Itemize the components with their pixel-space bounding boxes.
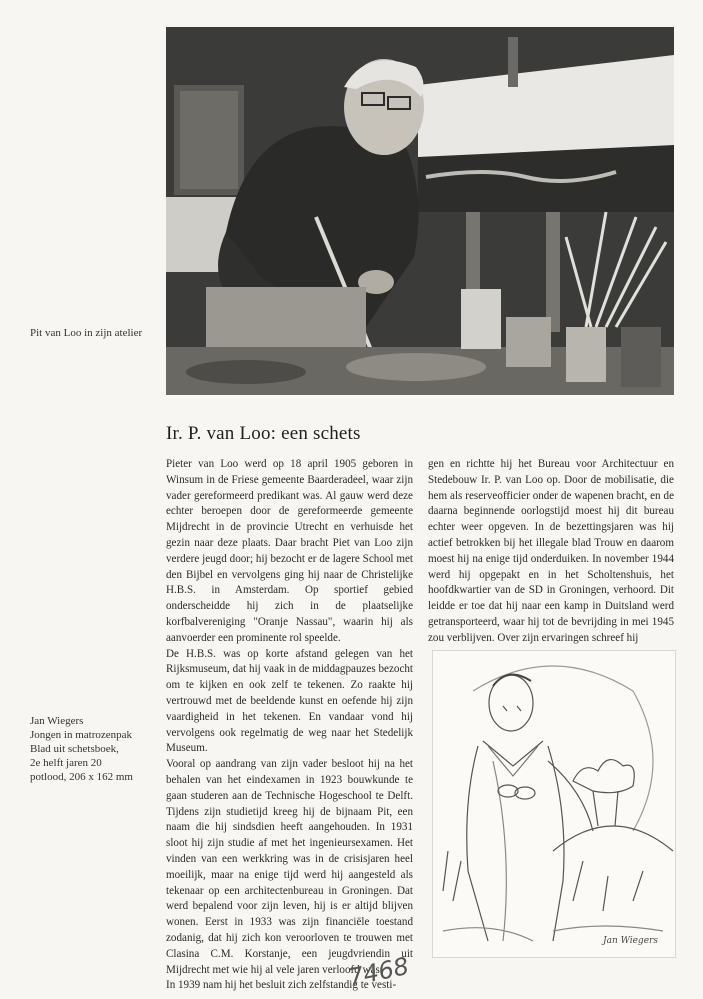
body-paragraph: De H.B.S. was op korte afstand gelegen van het Rijksmuseum, dat hij vaak in de middagpauzes bezocht om te kijken en ook zelf te tekenen. Zo raakte hij vertrouwd met de beeldende kunst en oefende hij zijn vaardigheid in het tekenen. En vandaar vond hij vervolgens ook regelmatig de weg naar het Stedelijk Museum. <box>166 647 413 755</box>
svg-text:Jan Wiegers: Jan Wiegers <box>603 936 658 946</box>
sketch-caption-line: Jongen in matrozenpak <box>30 729 133 741</box>
sketch-caption-line: 2e helft jaren 20 <box>30 757 102 769</box>
sketch-caption-line: Blad uit schetsboek, <box>30 743 119 755</box>
sailor-boy-sketch <box>432 650 676 958</box>
body-column-left <box>166 457 413 994</box>
body-paragraph: Vooral op aandrang van zijn vader besloot hij na het behalen van het eindexamen in 1923 bouwkunde te gaan studeren aan de Technische Hogeschool te Delft. Tijdens zijn studietijd kreeg hij de bijnaam Pit, een naam die hij sindsdien heeft aangehouden. In 1931 sloot hij zijn studie af met het ingenieursexamen. Het vinden van een werkkring was in de crisisjaren heel moeilijk, maar na enige tijd werd hij aangesteld als tekenaar op een architectenbureau in Groningen. Dat werd bepalend voor zijn leven, hij is er altijd blijven wonen. Eerst in 1933 was zijn financiële toestand zodanig, dat hij zich kon veroorloven te trouwen met Clasina C.M. Korstanje, een jeugdvriendin uit Mijdrecht met wie hij al vele jaren verloofd was. <box>166 758 413 976</box>
body-paragraph: gen en richtte hij het Bureau voor Architectuur en Stedebouw Ir. P. van Loo op. Door de mobilisatie, die hem als reserveofficier onder de wapenen bracht, en de daarna beginnende oorlogstijd moest hij dit bureau echter weer opgeven. In de bezettingsjaren was hij actief betrokken bij het illegale blad Trouw en daarom moest hij na enige tijd onderduiken. In november 1944 werd hij opgepakt en in het Scholtenshuis, het hoofdkwartier van de SD in Groningen, verhoord. Dit leidde er toe dat hij naar een kamp in Duitsland werd getransporteerd, waar hij tot de bevrijding in mei 1945 zou verblijven. Over zijn ervaringen schreef hij <box>428 458 674 644</box>
body-column-right <box>428 457 674 647</box>
sketch-caption-line: potlood, 206 x 162 mm <box>30 771 133 783</box>
atelier-photo <box>166 27 674 395</box>
handwritten-number: 7468 <box>345 951 412 993</box>
sketch-caption-line: Jan Wiegers <box>30 715 84 727</box>
article-title: Ir. P. van Loo: een schets <box>166 423 361 444</box>
body-paragraph: In 1939 nam hij het besluit zich zelfstandig te vesti- <box>166 979 397 992</box>
body-paragraph: Pieter van Loo werd op 18 april 1905 geboren in Winsum in de Friese gemeente Baarderadeel, waar zijn vader gereformeerd predikant was. Al gauw werd deze echter beroepen door de gereformeerde gemeente Mijdrecht in de provincie Utrecht en verhuisde het gezin naar deze plaats. Daar bracht Piet van Loo zijn verdere jeugd door; hij bezocht er de lagere School met den Bijbel en vervolgens ging hij naar de Christelijke H.B.S. in Amsterdam. Op sportief gebied onderscheidde hij zich in de plaatselijke korfbalvereniging "Oranje Nassau", waarin hij als aanvoerder een prominente rol speelde. <box>166 458 413 644</box>
sketch-caption <box>30 714 160 784</box>
photo-caption: Pit van Loo in zijn atelier <box>30 327 143 339</box>
